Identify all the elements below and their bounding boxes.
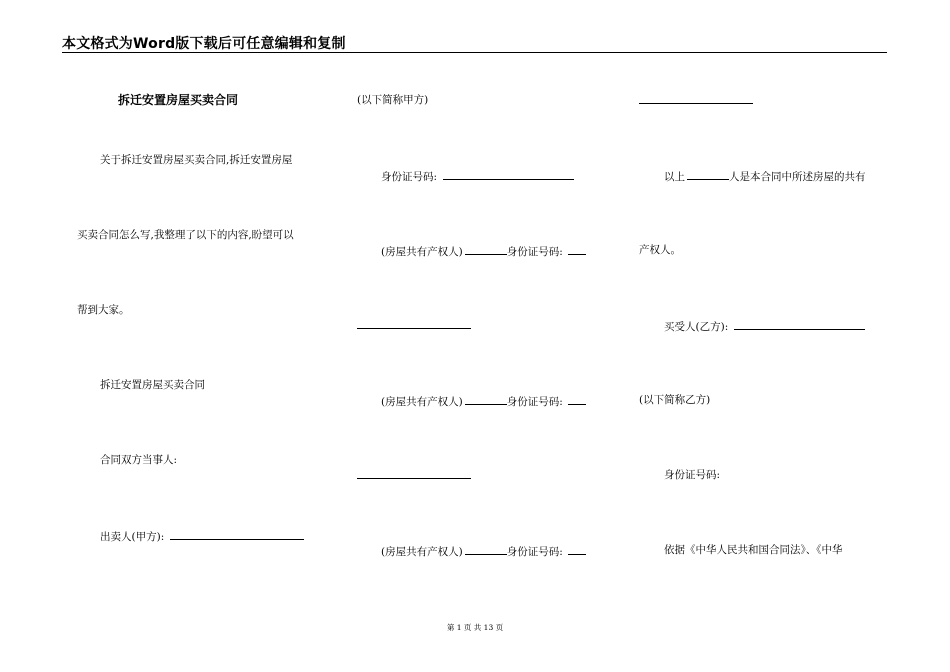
abbr-party-a: (以下简称甲方) <box>357 94 429 106</box>
seller-blank <box>170 528 304 540</box>
id-number-field-a <box>381 168 574 184</box>
document-title: 拆迁安置房屋买卖合同 <box>118 93 239 107</box>
co-owners-statement-end: 产权人。 <box>639 244 681 256</box>
co-owner-row-2 <box>381 393 586 409</box>
section-subtitle: 拆迁安置房屋买卖合同 <box>100 379 205 391</box>
column-1 <box>0 0 340 672</box>
id-number-blank <box>443 168 574 180</box>
co-owner-label: (房屋共有产权人) <box>381 396 463 408</box>
above-suffix: 人是本合同中所述房屋的共有 <box>729 171 866 183</box>
legal-basis-line: 依据《中华人民共和国合同法》、《中华 <box>664 544 843 556</box>
co-owner-label: (房屋共有产权人) <box>381 246 463 258</box>
co-owner-id-blank <box>568 243 586 255</box>
co-owner-label: (房屋共有产权人) <box>381 546 463 558</box>
seller-label: 出卖人(甲方): <box>100 531 165 543</box>
co-owners-statement <box>664 168 866 184</box>
co-owner-id-label: 身份证号码: <box>506 246 563 258</box>
intro-line-1: 关于拆迁安置房屋买卖合同,拆迁安置房屋 <box>100 154 293 166</box>
abbr-party-b: (以下简称乙方) <box>639 394 711 406</box>
seller-field <box>100 528 304 544</box>
continuation-rule-top <box>639 103 753 104</box>
co-owner-row-3 <box>381 543 586 559</box>
co-owner-name-blank <box>465 393 507 405</box>
id-number-label: 身份证号码: <box>381 171 438 183</box>
document-header-title: 本文格式为Word版下载后可任意编辑和复制 <box>62 36 346 52</box>
page-footer: 第 1 页 共 13 页 <box>446 623 504 632</box>
buyer-blank <box>734 318 865 330</box>
co-owner-count-blank <box>687 168 729 180</box>
buyer-id-label: 身份证号码: <box>664 469 721 481</box>
column-2 <box>340 0 630 672</box>
intro-line-3: 帮到大家。 <box>77 304 130 316</box>
co-owner-id-label: 身份证号码: <box>506 396 563 408</box>
co-owner-row-1 <box>381 243 586 259</box>
co-owner-name-blank <box>465 543 507 555</box>
continuation-rule-2 <box>357 478 471 479</box>
co-owner-id-blank <box>568 393 586 405</box>
parties-label: 合同双方当事人: <box>100 454 178 466</box>
continuation-rule-1 <box>357 328 471 329</box>
co-owner-id-blank <box>568 543 586 555</box>
above-prefix: 以上 <box>664 171 685 183</box>
co-owner-id-label: 身份证号码: <box>506 546 563 558</box>
column-3 <box>630 0 930 672</box>
co-owner-name-blank <box>465 243 507 255</box>
intro-line-2: 买卖合同怎么写,我整理了以下的内容,盼望可以 <box>77 229 294 241</box>
buyer-label: 买受人(乙方): <box>664 321 729 333</box>
buyer-field <box>664 318 865 334</box>
